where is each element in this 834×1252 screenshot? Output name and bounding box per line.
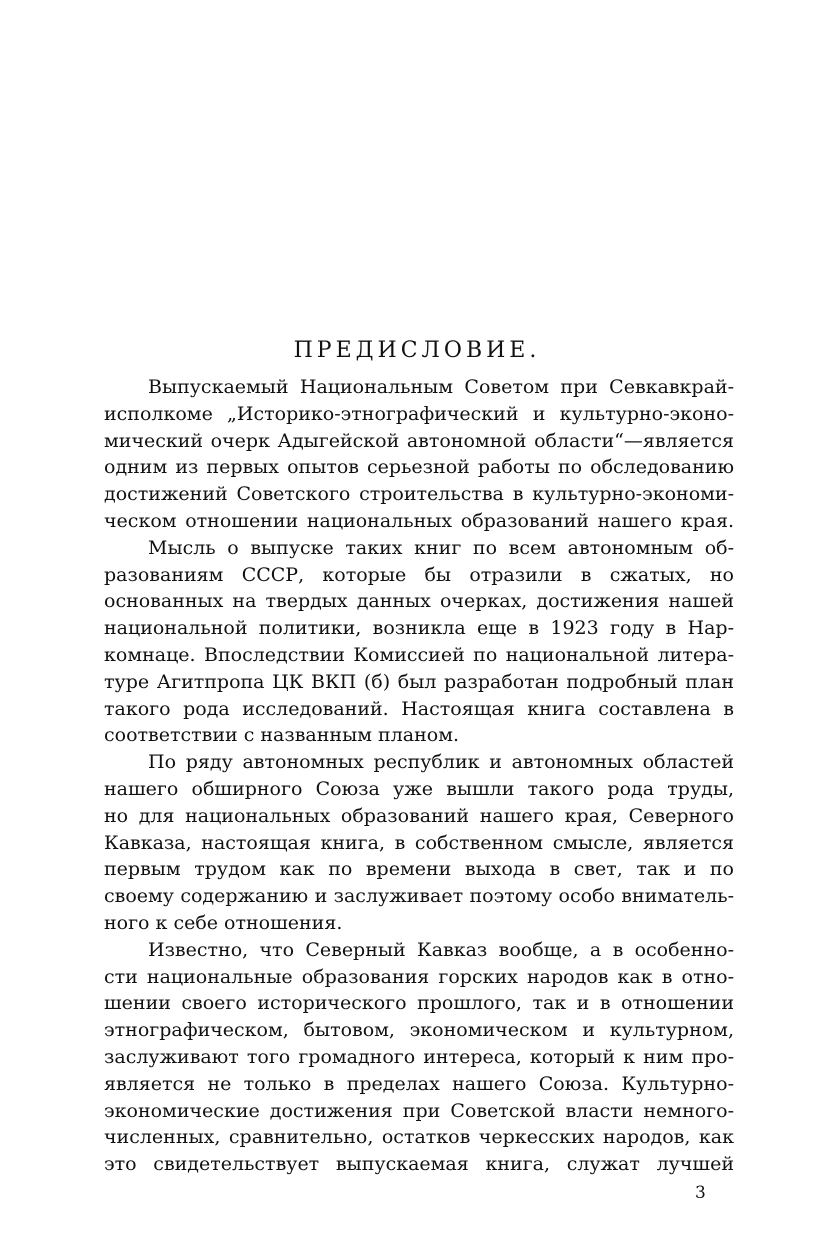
text-line: такого рода исследований. Настоящая книга составлена в xyxy=(104,697,734,720)
text-line: основанных на твердых данных очерках, достижения нашей xyxy=(104,590,734,613)
page-number: 3 xyxy=(695,1183,706,1203)
text-line: своему содержанию и заслуживает поэтому особо вниматель- xyxy=(104,885,734,908)
text-line: ного к себе отношения. xyxy=(104,911,343,934)
text-line: одним из первых опытов серьезной работы по обследованию xyxy=(104,456,734,479)
text-line: экономические достижения при Советской власти немного- xyxy=(104,1099,734,1122)
text-line: но для национальных образований нашего края, Северного xyxy=(104,804,734,827)
text-line: Мысль о выпуске таких книг по всем автономным об- xyxy=(148,536,734,559)
text-line: это свидетельствует выпускаемая книга, служат лучшей xyxy=(104,1153,734,1176)
text-line: соответствии с названным планом. xyxy=(104,724,460,747)
text-line: Известно, что Северный Кавказ вообще, а в особенно- xyxy=(148,938,734,961)
paragraph xyxy=(104,374,734,535)
text-line: достижений Советского строительства в культурно-экономи- xyxy=(104,483,734,506)
body-text xyxy=(104,374,734,1178)
text-line: нашего обширного Союза уже вышли такого рода труды, xyxy=(104,777,734,800)
text-line: По ряду автономных республик и автономных областей xyxy=(148,751,734,774)
text-line: Кавказа, настоящая книга, в собственном смысле, является xyxy=(104,831,734,854)
page-heading: ПРЕДИСЛОВИЕ. xyxy=(293,338,541,363)
text-line: национальной политики, возникла еще в 1923 году в Нар- xyxy=(104,617,734,640)
paragraph xyxy=(104,937,734,1178)
text-line: исполкоме „Историко-этнографический и культурно-эконо- xyxy=(104,402,734,425)
text-line: разованиям СССР, которые бы отразили в сжатых, но xyxy=(104,563,734,586)
text-line: численных, сравнительно, остатков черкесских народов, как xyxy=(104,1126,734,1149)
text-line: Выпускаемый Национальным Советом при Севкавкрай- xyxy=(148,376,734,398)
text-line: этнографическом, бытовом, экономическом и культурном, xyxy=(104,1019,734,1042)
text-line: заслуживают того громадного интереса, который к ним про- xyxy=(104,1045,734,1068)
text-line: шении своего исторического прошлого, так и в отношении xyxy=(104,992,734,1015)
text-line: ческом отношении национальных образований нашего края. xyxy=(104,509,734,532)
text-line: сти национальные образования горских народов как в отно- xyxy=(104,965,734,988)
text-line: туре Агитпропа ЦК ВКП (б) был разработан подробный план xyxy=(104,670,734,693)
text-line: мический очерк Адыгейской автономной области“—является xyxy=(104,429,734,452)
text-line: первым трудом как по времени выхода в свет, так и по xyxy=(104,858,734,881)
paragraph xyxy=(104,535,734,749)
text-line: является не только в пределах нашего Союза. Культурно- xyxy=(104,1072,734,1095)
text-line: комнаце. Впоследствии Комиссией по национальной литера- xyxy=(104,643,734,666)
paragraph xyxy=(104,749,734,937)
